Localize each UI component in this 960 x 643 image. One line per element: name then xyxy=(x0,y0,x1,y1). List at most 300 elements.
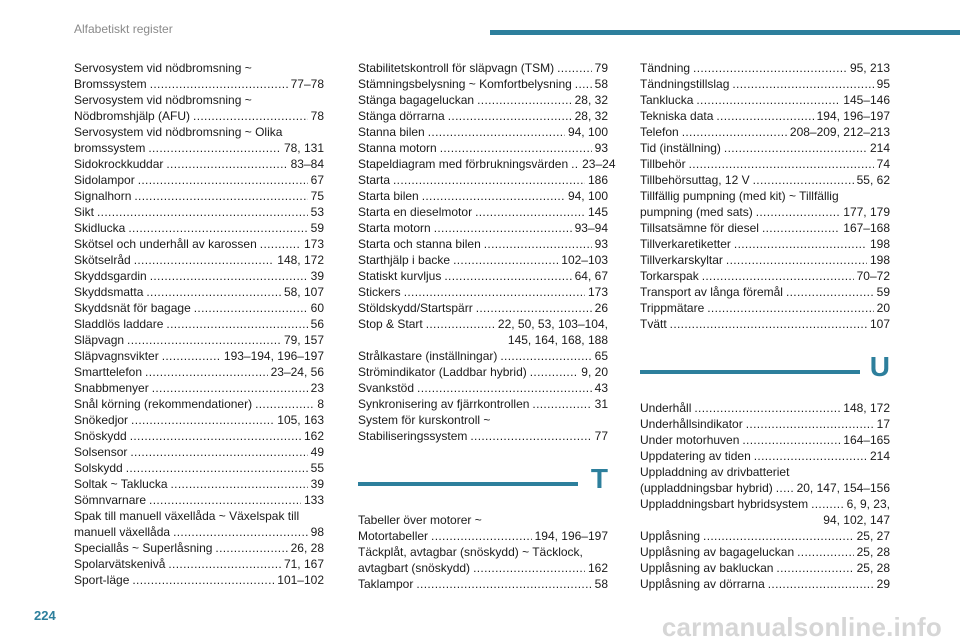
section-letter-block xyxy=(358,458,608,500)
index-entry-row xyxy=(358,204,608,220)
index-entry-row xyxy=(358,60,608,76)
dot-leaders xyxy=(707,300,873,316)
dot-leaders xyxy=(416,576,591,592)
index-entry-label: Tid (inställning) xyxy=(640,141,721,155)
index-entry-pages: 148, 172 xyxy=(843,401,890,415)
index-entry xyxy=(358,268,608,284)
index-entry-pages: 6, 9, 23, xyxy=(846,497,890,511)
index-entry-label: Underhållsindikator xyxy=(640,417,743,431)
index-entry-label: Starta bilen xyxy=(358,189,419,203)
index-entry xyxy=(358,576,608,592)
index-entry-pages: 95, 213 xyxy=(849,61,890,75)
index-entry-pages: 83–84 xyxy=(290,157,324,171)
dot-leaders xyxy=(145,364,268,380)
index-entry-text-line: Täckplåt, avtagbar (snöskydd) ~ Täcklock, xyxy=(358,545,583,559)
index-entry-row xyxy=(640,400,890,416)
dot-leaders xyxy=(776,480,794,496)
index-entry-row xyxy=(358,576,608,592)
index-entry xyxy=(74,492,324,508)
dot-leaders xyxy=(393,172,585,188)
index-entry-row xyxy=(640,124,890,140)
index-entry-pages: 43 xyxy=(594,381,608,395)
dot-leaders xyxy=(146,284,281,300)
dot-leaders xyxy=(127,332,281,348)
dot-leaders xyxy=(138,172,308,188)
index-entry-row xyxy=(74,188,324,204)
index-entry-row xyxy=(74,300,324,316)
index-entry xyxy=(640,124,890,140)
index-entry xyxy=(74,300,324,316)
dot-leaders xyxy=(756,204,841,220)
index-entry-label: Upplåsning av bagageluckan xyxy=(640,545,795,559)
dot-leaders xyxy=(696,92,840,108)
index-entry-label: Strömindikator (Laddbar hybrid) xyxy=(358,365,527,379)
dot-leaders xyxy=(754,448,867,464)
index-entry-row xyxy=(74,316,324,332)
index-entry-pages: 186 xyxy=(587,173,608,187)
index-entry-row xyxy=(358,124,608,140)
section-letter: T xyxy=(590,463,608,494)
index-entry xyxy=(640,172,890,188)
index-entry xyxy=(74,332,324,348)
index-entry-label: Underhåll xyxy=(640,401,692,415)
index-entry-label: Signalhorn xyxy=(74,189,132,203)
dot-leaders xyxy=(682,124,787,140)
index-entry-label: Stämningsbelysning ~ Komfortbelysning xyxy=(358,77,572,91)
index-entry-row xyxy=(358,364,608,380)
section-letter-block xyxy=(640,346,890,388)
index-entry-label: Starthjälp i backe xyxy=(358,253,451,267)
index-entry-label: Tillverkarskyltar xyxy=(640,253,723,267)
dot-leaders xyxy=(131,412,274,428)
dot-leaders xyxy=(476,300,592,316)
index-entry-label: Upplåsning av bakluckan xyxy=(640,561,774,575)
index-entry-label: Sport-läge xyxy=(74,573,130,587)
dot-leaders xyxy=(260,236,301,252)
index-entry-row xyxy=(358,300,608,316)
index-entry-row xyxy=(358,252,608,268)
index-entry-pages: 8 xyxy=(317,397,324,411)
index-entry-label: Stickers xyxy=(358,285,401,299)
index-entry-label: Statiskt kurvljus xyxy=(358,269,442,283)
index-entry xyxy=(358,284,608,300)
index-entry-pages: 22, 50, 53, 103–104, xyxy=(497,317,608,331)
index-entry-pages: 71, 167 xyxy=(283,557,324,571)
dot-leaders xyxy=(786,284,874,300)
dot-leaders xyxy=(571,156,579,172)
index-entry-row xyxy=(74,476,324,492)
dot-leaders xyxy=(768,576,874,592)
index-entry xyxy=(74,220,324,236)
section-rule xyxy=(358,482,578,486)
dot-leaders xyxy=(193,108,308,124)
dot-leaders xyxy=(734,236,867,252)
index-entry-pages: 64, 67 xyxy=(574,269,608,283)
index-entry xyxy=(640,316,890,332)
index-entry xyxy=(640,156,890,172)
index-entry-label: Strålkastare (inställningar) xyxy=(358,349,498,363)
index-entry xyxy=(640,92,890,108)
index-entry xyxy=(74,284,324,300)
index-entry-label: avtagbart (snöskydd) xyxy=(358,561,471,575)
index-entry xyxy=(640,252,890,268)
index-entry-row xyxy=(640,576,890,592)
index-entry-pages: 26, 28 xyxy=(290,541,324,555)
index-entry-pages: 49 xyxy=(310,445,324,459)
index-entry xyxy=(74,444,324,460)
index-entry-pages: 28, 32 xyxy=(574,93,608,107)
index-entry xyxy=(640,496,890,528)
index-entry xyxy=(74,428,324,444)
index-entry-row xyxy=(640,108,890,124)
index-entry xyxy=(74,92,324,124)
index-entry-label: Sömnvarnare xyxy=(74,493,147,507)
index-entry-label: Stabiliseringssystem xyxy=(358,429,468,443)
index-entry-label: Uppladdningsbart hybridsystem xyxy=(640,497,809,511)
index-entry xyxy=(640,268,890,284)
index-entry-pages: 93–94 xyxy=(574,221,608,235)
index-entry-label: Sidokrockkuddar xyxy=(74,157,164,171)
dot-leaders xyxy=(166,156,287,172)
dot-leaders xyxy=(702,268,854,284)
index-entry xyxy=(358,348,608,364)
index-entry-pages: 58 xyxy=(594,77,608,91)
index-entry-pages: 77–78 xyxy=(290,77,324,91)
index-entry-label: Tillsatsämne för diesel xyxy=(640,221,759,235)
index-entry xyxy=(74,188,324,204)
index-entry-pages: 23–24 xyxy=(582,157,616,171)
dot-leaders xyxy=(477,92,572,108)
index-entry-label: Spolarvätskenivå xyxy=(74,557,166,571)
index-entry-label: Starta en dieselmotor xyxy=(358,205,473,219)
dot-leaders xyxy=(215,540,287,556)
index-entry-text-line: Tillfällig pumpning (med kit) ~ Tillfällig xyxy=(640,189,839,203)
index-entry xyxy=(358,512,608,544)
dot-leaders xyxy=(171,476,308,492)
dot-leaders xyxy=(500,348,591,364)
index-entry-pages: 177, 179 xyxy=(843,205,890,219)
index-entry-pages: 20, 147, 154–156 xyxy=(796,481,890,495)
dot-leaders xyxy=(716,108,813,124)
index-entry-label: Tillverkaretiketter xyxy=(640,237,731,251)
index-entry-row xyxy=(640,432,890,448)
dot-leaders xyxy=(797,544,854,560)
index-entry-label: Stöldskydd/Startspärr xyxy=(358,301,473,315)
index-entry xyxy=(640,76,890,92)
dot-leaders xyxy=(762,220,840,236)
index-entry-row xyxy=(74,556,324,572)
dot-leaders xyxy=(168,556,281,572)
index-entry-row xyxy=(74,268,324,284)
index-entry-label: Snål körning (rekommendationer) xyxy=(74,397,253,411)
index-entry-pages: 214 xyxy=(869,449,890,463)
index-entry-pages: 162 xyxy=(587,561,608,575)
index-entry xyxy=(74,204,324,220)
index-entry-label: Starta xyxy=(358,173,391,187)
index-entry-pages: 94, 100 xyxy=(567,125,608,139)
index-column-3 xyxy=(640,60,890,592)
index-entry-pages: 75 xyxy=(310,189,324,203)
index-entry xyxy=(74,572,324,588)
index-entry-label: Släpvagnsvikter xyxy=(74,349,159,363)
page-number: 224 xyxy=(34,608,56,623)
index-entry xyxy=(640,140,890,156)
index-entry-pages: 167–168 xyxy=(843,221,890,235)
index-entry-label: Nödbromshjälp (AFU) xyxy=(74,109,191,123)
index-entry-row xyxy=(640,560,890,576)
index-entry-row xyxy=(640,300,890,316)
index-entry-pages: 55 xyxy=(310,461,324,475)
dot-leaders xyxy=(434,220,572,236)
dot-leaders xyxy=(255,396,314,412)
dot-leaders xyxy=(417,380,592,396)
dot-leaders xyxy=(97,204,308,220)
dot-leaders xyxy=(431,528,532,544)
index-entry xyxy=(640,236,890,252)
dot-leaders xyxy=(134,252,275,268)
index-entry-row xyxy=(74,204,324,220)
index-entry-label: Uppdatering av tiden xyxy=(640,449,751,463)
index-entry xyxy=(74,476,324,492)
index-entry-row xyxy=(640,544,890,560)
index-entry-label: Stanna bilen xyxy=(358,125,425,139)
index-entry-label: Snabbmenyer xyxy=(74,381,149,395)
index-entry-label: Upplåsning xyxy=(640,529,701,543)
dot-leaders xyxy=(422,188,565,204)
index-entry-pages: 107 xyxy=(869,317,890,331)
index-entry-text-line: Spak till manuell växellåda ~ Växelspak till xyxy=(74,509,300,523)
index-entry-label: pumpning (med sats) xyxy=(640,205,753,219)
index-entry-pages: 70–72 xyxy=(856,269,890,283)
index-entry-row xyxy=(74,76,324,92)
dot-leaders xyxy=(152,380,308,396)
index-entry xyxy=(74,508,324,540)
index-entry-pages: 198 xyxy=(869,237,890,251)
index-entry-row xyxy=(358,92,608,108)
index-entry xyxy=(74,124,324,156)
index-entry-pages: 59 xyxy=(310,221,324,235)
index-entry-row xyxy=(640,480,890,496)
index-entry-pages: 95 xyxy=(876,77,890,91)
index-entry-pages: 23–24, 56 xyxy=(270,365,324,379)
dot-leaders xyxy=(428,124,565,140)
header-accent-bar xyxy=(490,30,960,35)
index-entry xyxy=(640,448,890,464)
index-entry-pages: 173 xyxy=(303,237,324,251)
index-entry-text-line: Tabeller över motorer ~ xyxy=(358,513,482,527)
index-entry-row xyxy=(358,316,608,332)
dot-leaders xyxy=(440,140,592,156)
dot-leaders xyxy=(746,416,874,432)
index-column-1 xyxy=(74,60,324,588)
index-entry xyxy=(74,60,324,92)
index-entry-label: Snöskydd xyxy=(74,429,127,443)
index-entry-pages: 198 xyxy=(869,253,890,267)
index-entry xyxy=(74,156,324,172)
index-entry-row xyxy=(358,428,608,444)
index-entry-pages: 145–146 xyxy=(843,93,890,107)
index-entry-pages: 31 xyxy=(594,397,608,411)
index-entry-label: Under motorhuven xyxy=(640,433,740,447)
index-entry-row xyxy=(640,60,890,76)
index-entry-label: Skyddsmatta xyxy=(74,285,144,299)
index-entry-row xyxy=(74,140,324,156)
dot-leaders xyxy=(150,268,308,284)
index-entry-label: Skyddsgardin xyxy=(74,269,147,283)
index-entry-pages: 67 xyxy=(310,173,324,187)
index-entry-pages: 77 xyxy=(594,429,608,443)
index-entry xyxy=(358,412,608,444)
index-entry-pages: 59 xyxy=(876,285,890,299)
dot-leaders xyxy=(530,364,579,380)
dot-leaders xyxy=(670,316,867,332)
index-entry-row xyxy=(74,524,324,540)
index-entry-pages: 214 xyxy=(869,141,890,155)
dot-leaders xyxy=(426,316,495,332)
index-entry xyxy=(358,76,608,92)
index-entry-row xyxy=(74,236,324,252)
index-entry-pages: 60 xyxy=(310,301,324,315)
index-entry-pages: 93 xyxy=(594,237,608,251)
index-entry xyxy=(358,252,608,268)
dot-leaders xyxy=(166,316,307,332)
dot-leaders xyxy=(448,108,572,124)
index-entry xyxy=(74,348,324,364)
index-entry-row xyxy=(640,496,890,512)
index-entry xyxy=(640,188,890,220)
index-entry-label: Starta och stanna bilen xyxy=(358,237,481,251)
index-entry-row xyxy=(640,268,890,284)
index-entry-pages: 74 xyxy=(876,157,890,171)
index-entry xyxy=(640,560,890,576)
section-rule xyxy=(640,370,860,374)
dot-leaders xyxy=(470,428,591,444)
index-entry-pages: 65 xyxy=(594,349,608,363)
index-entry xyxy=(358,236,608,252)
index-entry-row xyxy=(640,76,890,92)
index-entry xyxy=(74,380,324,396)
index-entry-pages: 164–165 xyxy=(843,433,890,447)
dot-leaders xyxy=(150,76,288,92)
index-entry xyxy=(358,108,608,124)
index-entry-pages: 53 xyxy=(310,205,324,219)
index-entry xyxy=(358,380,608,396)
index-entry-row xyxy=(358,560,608,576)
index-entry xyxy=(74,412,324,428)
index-entry-label: Skidlucka xyxy=(74,221,126,235)
index-entry-row xyxy=(74,444,324,460)
index-entry-label: Solsensor xyxy=(74,445,128,459)
index-entry xyxy=(640,60,890,76)
index-entry xyxy=(358,60,608,76)
index-entry-row xyxy=(640,204,890,220)
index-entry-row xyxy=(358,172,608,188)
index-entry-label: Bromssystem xyxy=(74,77,147,91)
dot-leaders xyxy=(753,172,854,188)
index-entry-label: Stapeldiagram med förbrukningsvärden xyxy=(358,157,569,171)
index-entry xyxy=(640,300,890,316)
dot-leaders xyxy=(132,572,274,588)
index-entry-pages: 17 xyxy=(876,417,890,431)
index-entry-label: Stabilitetskontroll för släpvagn (TSM) xyxy=(358,61,555,75)
index-entry-pages: 98 xyxy=(310,525,324,539)
dot-leaders xyxy=(724,140,867,156)
index-entry-row xyxy=(74,492,324,508)
index-entry xyxy=(640,220,890,236)
index-entry-row xyxy=(74,108,324,124)
index-entry xyxy=(358,300,608,316)
index-entry-label: Släpvagn xyxy=(74,333,125,347)
index-entry xyxy=(358,544,608,576)
index-entry xyxy=(640,464,890,496)
index-entry-label: Skyddsnät för bagage xyxy=(74,301,191,315)
dot-leaders xyxy=(453,252,558,268)
index-entry-label: Tvätt xyxy=(640,317,667,331)
index-entry-text-line: Uppladdning av drivbatteriet xyxy=(640,465,790,479)
index-entry-label: Sidolampor xyxy=(74,173,135,187)
index-entry xyxy=(74,364,324,380)
dot-leaders xyxy=(742,432,840,448)
index-entry-label: Trippmätare xyxy=(640,301,705,315)
index-entry-pages: 79 xyxy=(594,61,608,75)
dot-leaders xyxy=(444,268,571,284)
dot-leaders xyxy=(126,460,308,476)
index-entry-row xyxy=(74,172,324,188)
index-entry-label: Soltak ~ Taklucka xyxy=(74,477,168,491)
index-entry-text-line: Servosystem vid nödbromsning ~ Olika xyxy=(74,125,283,139)
index-entry xyxy=(640,400,890,416)
index-entry-row xyxy=(74,284,324,300)
index-entry-label: Smarttelefon xyxy=(74,365,143,379)
dot-leaders xyxy=(575,76,592,92)
index-entry-row xyxy=(358,380,608,396)
index-entry xyxy=(358,316,608,348)
index-entry-pages: 56 xyxy=(310,317,324,331)
index-entry-label: Snökedjor xyxy=(74,413,129,427)
index-entry-row xyxy=(640,172,890,188)
index-entry xyxy=(640,416,890,432)
index-entry xyxy=(74,172,324,188)
index-entry-label: Stänga dörrarna xyxy=(358,109,445,123)
index-entry-pages: 25, 28 xyxy=(856,561,890,575)
dot-leaders xyxy=(148,140,281,156)
index-entry-label: Torkarspak xyxy=(640,269,699,283)
index-entry-row xyxy=(640,92,890,108)
index-entry-pages: 102–103 xyxy=(561,253,608,267)
index-entry-row xyxy=(358,108,608,124)
index-entry-pages: 208–209, 212–213 xyxy=(789,125,890,139)
index-entry xyxy=(74,316,324,332)
dot-leaders xyxy=(694,400,840,416)
index-entry xyxy=(640,284,890,300)
index-entry-label: Skötsel och underhåll av karossen xyxy=(74,237,257,251)
dot-leaders xyxy=(194,300,308,316)
index-entry-pages: 145 xyxy=(587,205,608,219)
index-entry-pages: 20 xyxy=(876,301,890,315)
index-entry-label: Tekniska data xyxy=(640,109,714,123)
index-entry xyxy=(74,556,324,572)
index-entry-pages: 28, 32 xyxy=(574,109,608,123)
index-entry-text-line: Servosystem vid nödbromsning ~ xyxy=(74,61,252,75)
index-entry xyxy=(640,432,890,448)
dot-leaders xyxy=(557,60,592,76)
index-entry-pages: 79, 157 xyxy=(283,333,324,347)
index-entry-row xyxy=(74,380,324,396)
index-entry-pages: 78, 131 xyxy=(283,141,324,155)
index-entry-pages: 193–194, 196–197 xyxy=(223,349,324,363)
index-entry xyxy=(358,364,608,380)
index-entry xyxy=(640,108,890,124)
